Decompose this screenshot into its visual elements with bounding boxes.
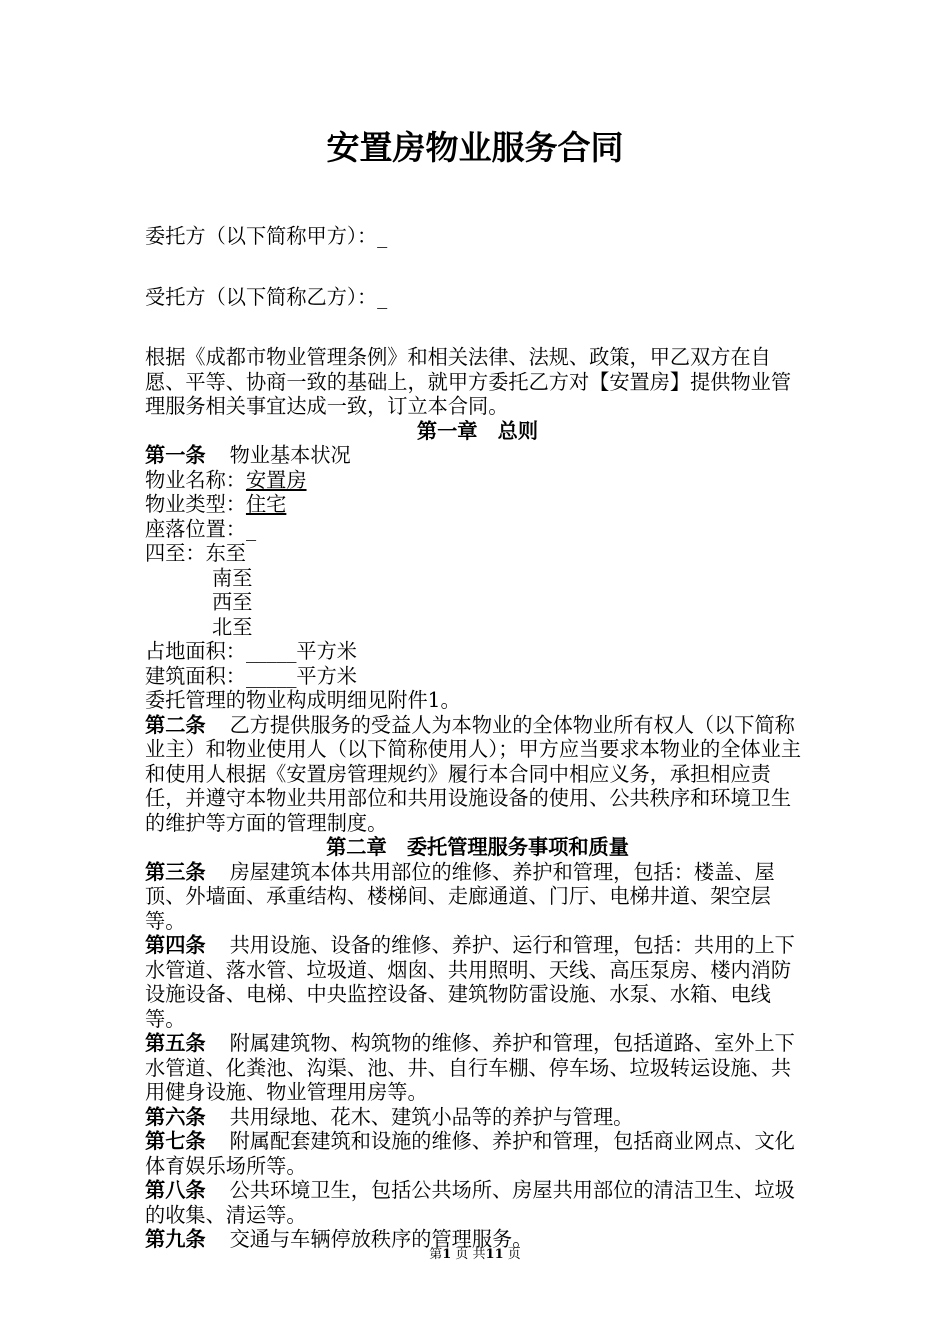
article-text: 交通与车辆停放秩序的管理服务。 [229,1227,533,1251]
property-type-value: 住宅 [245,492,287,516]
footer-mid: 页 共 [455,1247,486,1262]
building-area-unit: 平方米 [296,663,357,688]
field-label: 物业类型： [145,492,246,516]
bounds-east: 东至 [205,541,246,565]
article-label: 第八条 [145,1178,206,1202]
bounds-west: 西至 [212,590,253,614]
article-1 [145,443,810,468]
property-name-line [145,468,810,493]
page-footer [0,1246,950,1264]
article-7 [145,1129,810,1178]
article-label: 第三条 [145,859,206,884]
article-label: 第四条 [145,933,206,957]
chapter-1-heading: 第一章 总则 [416,418,539,443]
field-label: 物业名称： [145,467,246,492]
article-text: 共用绿地、花木、建筑小品等的养护与管理。 [229,1104,634,1129]
article-label: 第九条 [145,1227,206,1251]
bounds-east-line [145,541,810,566]
article-2 [145,713,810,836]
article-8 [145,1178,810,1227]
field-label: 座落位置： [145,516,246,541]
footer-suffix: 页 [507,1247,521,1262]
land-area-unit: 平方米 [296,639,357,663]
document-title: 安置房物业服务合同 [326,128,624,167]
land-area-value: _____ [245,639,297,663]
building-area-value: _____ [245,663,297,688]
party-b-line: 受托方（以下简称乙方）：_ [145,284,388,309]
bounds-north: 北至 [212,614,253,639]
land-area-line [145,639,810,664]
article-4 [145,933,810,1031]
article-label: 第七条 [145,1129,206,1153]
property-note: 委托管理的物业构成明细见附件1。 [145,688,461,712]
property-location-line [145,517,810,542]
article-text: 房屋建筑本体共用部位的维修、养护和管理，包括：楼盖、屋顶、外墙面、承重结构、楼梯间、走廊通道、门厅、电梯井道、架空层等。 [145,859,775,933]
bounds-south: 南至 [212,565,253,590]
article-text: 共用设施、设备的维修、养护、运行和管理，包括：共用的上下水管道、落水管、垃圾道、烟囱、共用照明、天线、高压泵房、楼内消防设施设备、电梯、中央监控设备、建筑物防雷设施、水泵、水箱、电线等。 [145,933,795,1031]
article-text: 乙方提供服务的受益人为本物业的全体物业所有权人（以下简称业主）和物业使用人（以下简称使用人）；甲方应当要求本物业的全体业主和使用人根据《安置房管理规约》履行本合同中相应义务，承担相应责任，并遵守本物业共用部位和共用设施设备的使用、公共秩序和环境卫生的维护等方面的管理制度。 [145,712,802,835]
field-label: 建筑面积： [145,663,246,688]
property-location-value: _ [245,516,257,541]
field-label: 四至： [145,541,206,565]
document-body [145,224,810,1252]
property-name-value: 安置房 [245,467,307,492]
article-text: 附属配套建筑和设施的维修、养护和管理，包括商业网点、文化体育娱乐场所等。 [145,1129,795,1178]
intro-paragraph: 根据《成都市物业管理条例》和相关法律、法规、政策，甲乙双方在自愿、平等、协商一致的基础上，就甲方委托乙方对【安置房】提供物业管理服务相关事宜达成一致，订立本合同。 [145,345,792,418]
article-text: 公共环境卫生，包括公共场所、房屋共用部位的清洁卫生、垃圾的收集、清运等。 [145,1178,795,1227]
party-a-line: 委托方（以下简称甲方）：_ [145,224,388,248]
building-area-line [145,664,810,689]
article-label: 第一条 [145,443,206,467]
article-label: 第六条 [145,1104,206,1129]
footer-page-number: 1 [442,1247,452,1262]
article-label: 第二条 [145,712,206,737]
article-text: 附属建筑物、构筑物的维修、养护和管理，包括道路、室外上下水管道、化粪池、沟渠、池、井、自行车棚、停车场、垃圾转运设施、共用健身设施、物业管理用房等。 [145,1031,795,1104]
footer-total-pages: 11 [485,1247,504,1262]
property-type-line [145,492,810,517]
article-text: 物业基本状况 [229,443,351,467]
article-3 [145,860,810,934]
footer-prefix: 第 [429,1247,443,1262]
article-6 [145,1105,810,1130]
field-label: 占地面积： [145,639,246,663]
article-5 [145,1031,810,1105]
chapter-2-heading: 第二章 委托管理服务事项和质量 [326,835,629,859]
article-label: 第五条 [145,1031,206,1055]
